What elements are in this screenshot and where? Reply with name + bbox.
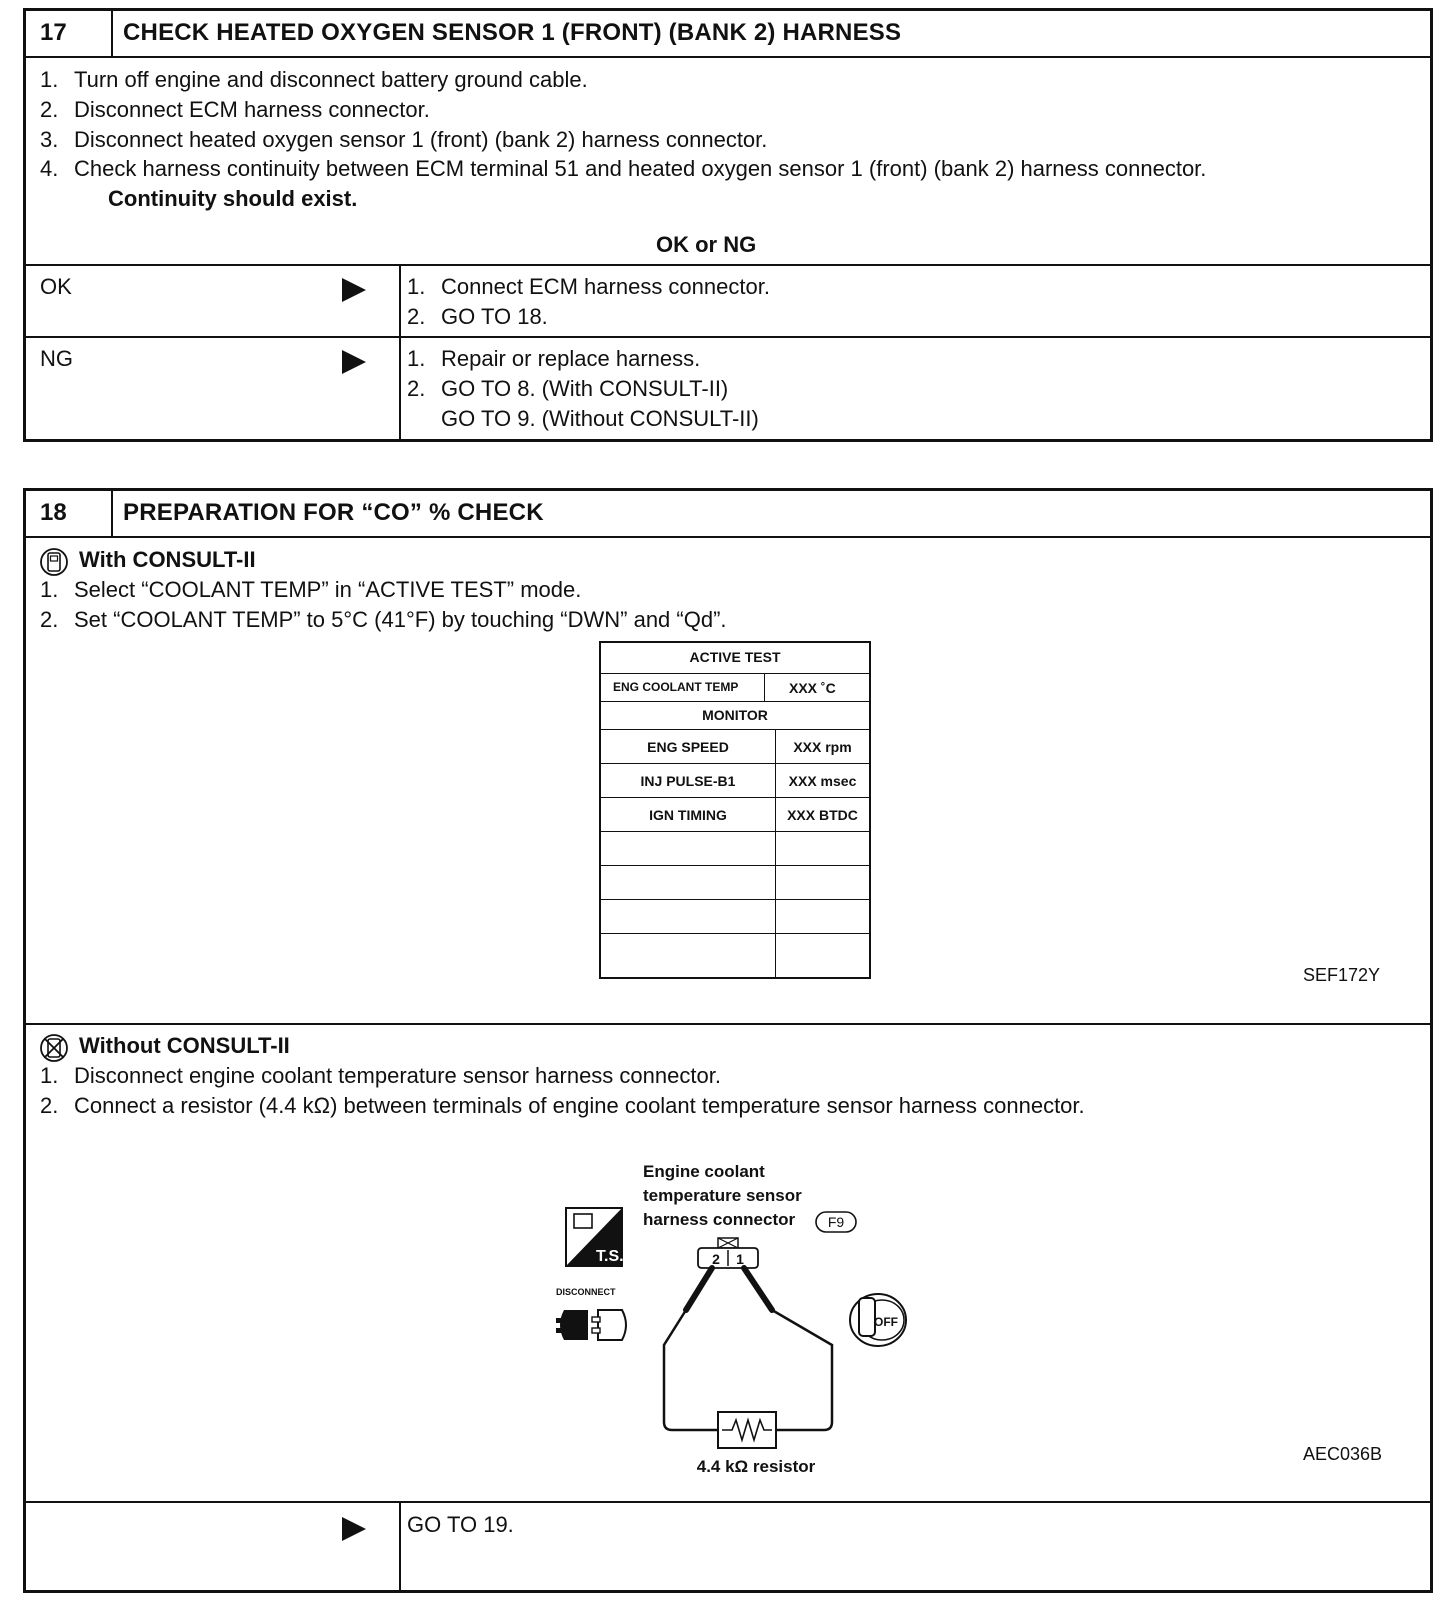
step-18-box	[23, 488, 1433, 1593]
connector-label-line: harness connector	[643, 1210, 796, 1229]
ignition-off-icon	[850, 1294, 906, 1346]
step-title: PREPARATION FOR “CO” % CHECK	[123, 499, 544, 526]
arrow-icon	[342, 350, 366, 374]
result-text: GO TO 19.	[407, 1512, 514, 1537]
instruction-line: 1. Select “COOLANT TEMP” in “ACTIVE TEST” mode.	[40, 577, 582, 602]
ts-icon	[566, 1208, 624, 1266]
ng-row: NG 1. Repair or replace harness. 2. GO TO 8. (With CONSULT-II) GO TO 9. (Without CONSULT-II)	[26, 336, 1430, 439]
disconnect-label: DISCONNECT	[556, 1287, 616, 1297]
resistor-label: 4.4 kΩ resistor	[696, 1457, 816, 1476]
without-consult-heading: Without CONSULT-II	[79, 1033, 290, 1058]
connector-icon	[698, 1238, 758, 1268]
disconnect-icon	[556, 1310, 626, 1340]
monitor-label: MONITOR	[702, 707, 768, 723]
connector-label-line: temperature sensor	[643, 1186, 802, 1205]
resistor-icon	[718, 1412, 776, 1448]
result-row	[26, 1501, 1430, 1590]
off-label: OFF	[874, 1315, 898, 1329]
monitor-item-value: XXX msec	[788, 773, 857, 789]
resistor-diagram	[546, 1160, 926, 1480]
step-17-box	[23, 8, 1433, 442]
step-number: 18	[40, 499, 67, 526]
step-17-header	[26, 11, 1430, 58]
instruction-line: 3. Disconnect heated oxygen sensor 1 (front) (bank 2) harness connector.	[40, 127, 768, 152]
instruction-line: 2. Set “COOLANT TEMP” to 5°C (41°F) by touching “DWN” and “Qd”.	[40, 607, 727, 632]
monitor-item-label: INJ PULSE-B1	[640, 773, 736, 789]
monitor-item-label: ENG SPEED	[647, 739, 729, 755]
instruction-line: 4. Check harness continuity between ECM terminal 51 and heated oxygen sensor 1 (front) (bank 2) harness connector.	[40, 156, 1207, 181]
ng-label: NG	[40, 346, 73, 371]
terminal-label: 1	[736, 1251, 744, 1267]
monitor-item-value: XXX BTDC	[787, 807, 858, 823]
step-title: CHECK HEATED OXYGEN SENSOR 1 (FRONT) (BANK 2) HARNESS	[123, 19, 902, 46]
instruction-line: 2. Disconnect ECM harness connector.	[40, 97, 430, 122]
ok-or-ng-label: OK or NG	[656, 232, 757, 257]
figure-code: AEC036B	[1303, 1444, 1383, 1464]
connector-label-line: Engine coolant	[643, 1162, 765, 1181]
with-consult-heading: With CONSULT-II	[79, 547, 256, 572]
active-test-screen	[599, 641, 871, 979]
screen-title: ACTIVE TEST	[689, 649, 781, 665]
instruction-line: 2. Connect a resistor (4.4 kΩ) between terminals of engine coolant temperature sensor harness connector.	[40, 1093, 1085, 1118]
no-consult-icon	[39, 1033, 71, 1063]
coolant-value: XXX ˚C	[789, 680, 836, 696]
instruction-line: 1. Turn off engine and disconnect battery ground cable.	[40, 67, 588, 92]
terminal-label: 2	[712, 1251, 720, 1267]
step-number: 17	[40, 19, 67, 46]
arrow-icon	[342, 278, 366, 302]
figure-code: SEF172Y	[1303, 965, 1381, 985]
ts-label: T.S.	[596, 1248, 624, 1265]
ok-label: OK	[40, 274, 72, 299]
instruction-line: 1. Disconnect engine coolant temperature sensor harness connector.	[40, 1063, 721, 1088]
step-18-header	[26, 491, 1430, 538]
without-consult-section	[26, 1023, 1430, 1503]
connector-code: F9	[827, 1214, 845, 1230]
monitor-item-label: IGN TIMING	[649, 807, 727, 823]
arrow-icon	[342, 1517, 366, 1541]
ok-row: OK 1. Connect ECM harness connector. 2. GO TO 18.	[26, 264, 1430, 338]
coolant-label: ENG COOLANT TEMP	[613, 680, 739, 694]
spec-text: Continuity should exist.	[108, 186, 358, 211]
consult-icon	[39, 547, 71, 577]
monitor-item-value: XXX rpm	[793, 739, 852, 755]
